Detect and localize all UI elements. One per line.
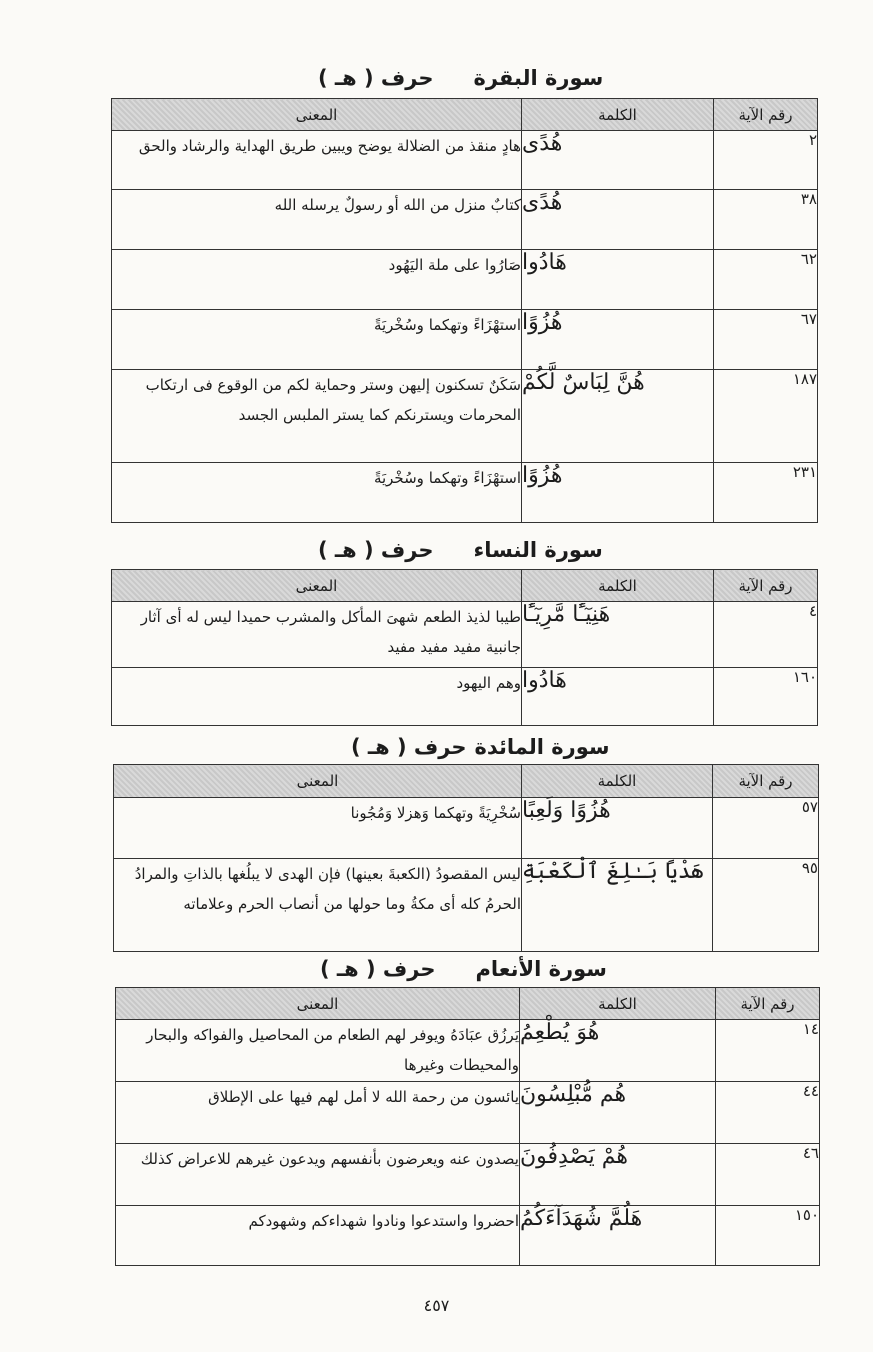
table-header-row: [112, 570, 818, 602]
table-row: [112, 668, 818, 726]
quran-word: هَلُمَّ شُهَدَآءَكُمُ: [520, 1206, 716, 1266]
quran-word: هُدًى: [522, 190, 714, 250]
quran-word: هَنِيٓـًٔا مَّرِيٓـًٔا: [522, 602, 714, 668]
verse-number: ٤٤: [716, 1082, 820, 1144]
verse-number: ١٨٧: [714, 370, 818, 463]
verse-number: ١٤: [716, 1020, 820, 1082]
section-heading: [318, 538, 603, 562]
table-row: [112, 463, 818, 523]
table-row: [112, 602, 818, 668]
quran-word: هُزُوًا وَلَعِبًا: [522, 798, 713, 859]
word-meaning: هادٍ منقذ من الضلالة يوضح ويبين طريق الهداية والرشاد والحق: [112, 131, 522, 190]
verse-number: ٦٢: [714, 250, 818, 310]
glossary-table: [111, 569, 818, 726]
word-meaning: يائسون من رحمة الله لا أمل لهم فيها على الإطلاق: [116, 1082, 520, 1144]
table-row: [116, 1082, 820, 1144]
quran-word: هَادُوا: [522, 250, 714, 310]
verse-number: ٥٧: [713, 798, 819, 859]
header-verse: رقم الآية: [713, 765, 819, 798]
surah-name: سورة النساء: [473, 538, 603, 562]
quran-word: هُم مُّبْلِسُونَ: [520, 1082, 716, 1144]
letter-label: حرف ( هـ ): [318, 538, 434, 562]
word-meaning: استهْزَاءً وتهكما وسُخْريَةً: [112, 463, 522, 523]
word-meaning: يَرزُق عبَادَهُ ويوفر لهم الطعام من المحاصيل والفواكه والبحار والمحيطات وغيرها: [116, 1020, 520, 1082]
word-meaning: صَارُوا على ملة اليَهُود: [112, 250, 522, 310]
verse-number: ٤: [714, 602, 818, 668]
word-meaning: سُخْرِيَةً وتهكما وَهزلا وَمُجُونا: [114, 798, 522, 859]
word-meaning: احضروا واستدعوا ونادوا شهداءكم وشهودكم: [116, 1206, 520, 1266]
header-verse: رقم الآية: [716, 988, 820, 1020]
section-heading: [318, 66, 603, 90]
letter-label: حرف ( هـ ): [320, 957, 436, 981]
header-meaning: المعنى: [112, 99, 522, 131]
section-heading: [351, 735, 610, 759]
quran-word: هُنَّ لِبَاسٌ لَّكُمْ: [522, 370, 714, 463]
word-meaning: وهم اليهود: [112, 668, 522, 726]
table-row: [112, 370, 818, 463]
surah-name: سورة الأنعام: [475, 957, 607, 981]
table-header-row: [114, 765, 819, 798]
table-row: [112, 310, 818, 370]
word-meaning: ليس المقصودُ (الكعبةَ بعينها) فإن الهدى لا يبلُغها بالذاتِ والمرادُ الحرمُ كله أى مكةُ وما حولها من أنصاب الحرم وعلاماته: [114, 859, 522, 952]
quran-word: هَادُوا: [522, 668, 714, 726]
word-meaning: سَكَنٌ تسكنون إليهن وستر وحماية لكم من الوقوع فى ارتكاب المحرمات ويسترنكم كما يستر الملبس الجسد: [112, 370, 522, 463]
quran-word: هُزُوًا: [522, 463, 714, 523]
glossary-table: [113, 764, 819, 952]
verse-number: ١٦٠: [714, 668, 818, 726]
header-meaning: المعنى: [112, 570, 522, 602]
letter-label: حرف ( هـ ): [318, 66, 434, 90]
header-word: الكلمة: [522, 570, 714, 602]
table-row: [114, 859, 819, 952]
table-header-row: [112, 99, 818, 131]
section-heading: [320, 957, 607, 981]
quran-word: هُوَ يُطْعِمُ: [520, 1020, 716, 1082]
verse-number: ٢٣١: [714, 463, 818, 523]
header-meaning: المعنى: [114, 765, 522, 798]
verse-number: ٩٥: [713, 859, 819, 952]
verse-number: ٢: [714, 131, 818, 190]
word-meaning: كتابٌ منزل من الله أو رسولٌ يرسله الله: [112, 190, 522, 250]
word-meaning: يصدون عنه ويعرضون بأنفسهم ويدعون غيرهم للاعراض كذلك: [116, 1144, 520, 1206]
quran-word: هُمْ يَصْدِفُونَ: [520, 1144, 716, 1206]
header-verse: رقم الآية: [714, 99, 818, 131]
quran-word: هُدًى: [522, 131, 714, 190]
letter-label: حرف ( هـ ): [351, 735, 467, 759]
header-word: الكلمة: [520, 988, 716, 1020]
header-verse: رقم الآية: [714, 570, 818, 602]
table-row: [116, 1020, 820, 1082]
header-word: الكلمة: [522, 99, 714, 131]
table-header-row: [116, 988, 820, 1020]
word-meaning: استهْزَاءً وتهكما وسُخْريَةً: [112, 310, 522, 370]
word-meaning: طيبا لذيذ الطعم شهىَ المأكل والمشرب حميدا ليس له أى آثار جانبية مفيد مفيد مفيد: [112, 602, 522, 668]
glossary-table: [111, 98, 818, 523]
table-row: [112, 190, 818, 250]
table-row: [116, 1144, 820, 1206]
table-row: [112, 131, 818, 190]
table-row: [112, 250, 818, 310]
header-word: الكلمة: [522, 765, 713, 798]
page-number: ٤٥٧: [423, 1296, 450, 1315]
verse-number: ١٥٠: [716, 1206, 820, 1266]
verse-number: ٣٨: [714, 190, 818, 250]
table-row: [116, 1206, 820, 1266]
verse-number: ٦٧: [714, 310, 818, 370]
table-row: [114, 798, 819, 859]
header-meaning: المعنى: [116, 988, 520, 1020]
verse-number: ٤٦: [716, 1144, 820, 1206]
surah-name: سورة البقرة: [473, 66, 604, 90]
surah-name: سورة المائدة: [474, 735, 610, 759]
quran-word: هَدْيًا بَـٰلِغَ ٱلْكَعْبَةِ: [522, 859, 713, 952]
glossary-table: [115, 987, 820, 1266]
quran-word: هُزُوًا: [522, 310, 714, 370]
